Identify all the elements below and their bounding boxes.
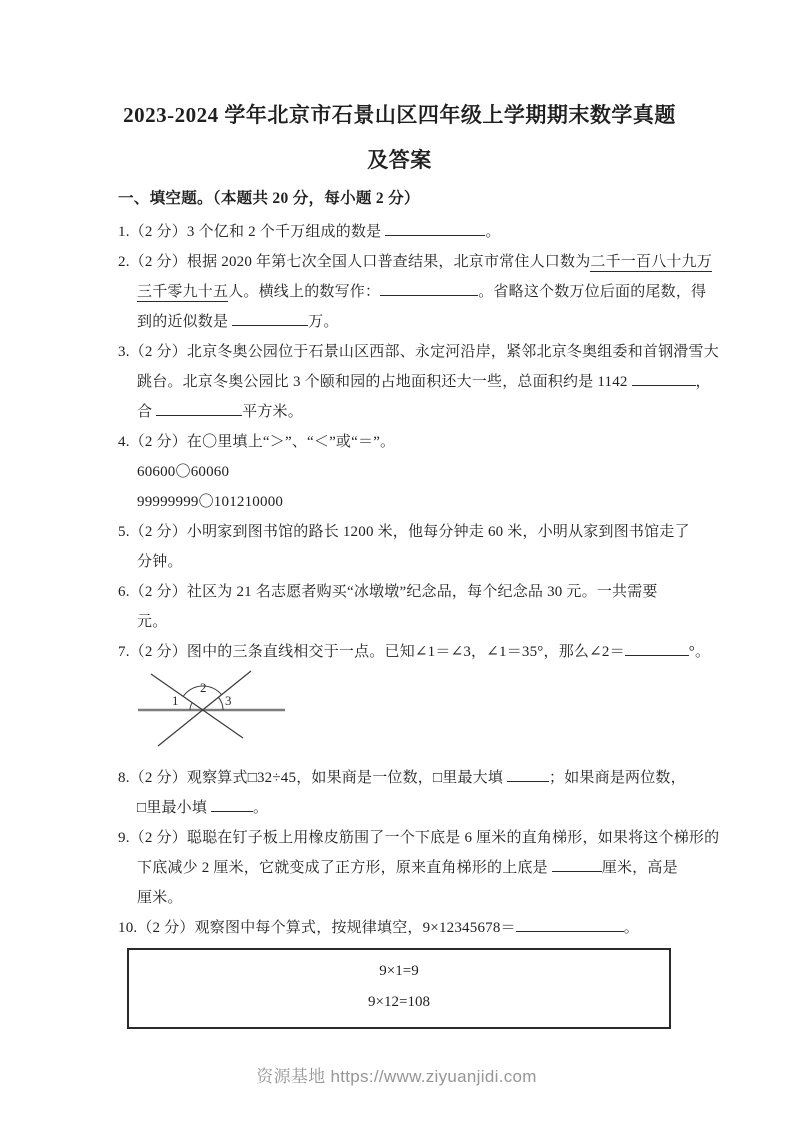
text-run: 99999999〇101210000 — [137, 494, 284, 510]
document-title-line1: 2023-2024 学年北京市石景山区四年级上学期期末数学真题 — [123, 103, 676, 127]
question-5-line — [118, 517, 690, 547]
angle-arc-3 — [218, 697, 223, 710]
text-run: 。 — [485, 224, 501, 240]
text-run: 。 — [623, 920, 639, 936]
text-run: 6.（2 分）社区为 21 名志愿者购买“冰墩墩”纪念品，每个纪念品 30 元。一共需要 — [118, 584, 658, 600]
question-8-line — [118, 763, 686, 793]
text-run: 人。横线上的数写作： — [228, 284, 381, 300]
answer-blank — [232, 311, 308, 326]
text-run: ， — [695, 374, 711, 390]
angles-figure — [130, 667, 681, 761]
text-run: 分钟。 — [137, 554, 183, 570]
question-9 — [118, 823, 720, 913]
question-1-line — [118, 217, 681, 247]
pattern-box-row-2: 9×12=108 — [368, 994, 430, 1010]
question-6-line — [118, 577, 681, 607]
text-run: 跳台。北京冬奥公园比 3 个颐和园的占地面积还大一些，总面积约是 1142 — [137, 374, 632, 390]
answer-blank — [211, 797, 253, 812]
angle-label-1: 1 — [172, 693, 179, 708]
answer-blank — [516, 917, 624, 932]
text-run: 2.（2 分）根据 2020 年第七次全国人口普查结果，北京市常住人口数为 — [118, 254, 591, 270]
question-1 — [118, 217, 681, 247]
text-run: 60600〇60060 — [137, 464, 230, 480]
question-9-line — [118, 823, 720, 853]
text-run: 元。 — [137, 614, 168, 630]
answer-blank — [385, 221, 485, 236]
text-run: °。 — [688, 644, 711, 660]
answer-blank — [632, 371, 696, 386]
footer — [0, 1062, 793, 1087]
pattern-box-row-1: 9×1=9 — [379, 963, 419, 979]
angle-label-3: 3 — [225, 693, 232, 708]
text-run: 。 — [253, 800, 269, 816]
text-run: 10.（2 分）观察图中每个算式，按规律填空，9×12345678＝ — [118, 920, 516, 936]
question-2-line — [118, 277, 707, 307]
question-8 — [118, 763, 686, 823]
document-title-line2: 及答案 — [367, 148, 432, 172]
question-4 — [118, 427, 681, 517]
text-run: 1.（2 分）3 个亿和 2 个千万组成的数是 — [118, 224, 386, 240]
text-run: □里最小填 — [137, 800, 212, 816]
question-2-line — [118, 247, 713, 277]
question-3-line — [118, 397, 681, 427]
question-6-line — [118, 607, 681, 637]
question-10 — [118, 913, 681, 943]
answer-blank — [507, 767, 549, 782]
question-5 — [118, 517, 690, 577]
footer-site-link[interactable]: 资源基地 https://www.ziyuanjidi.com — [256, 1067, 537, 1086]
answer-blank — [156, 401, 242, 416]
question-3 — [118, 337, 719, 427]
pattern-box — [127, 948, 671, 1029]
question-2 — [118, 247, 713, 337]
question-7-line — [118, 637, 711, 667]
text-run: 8.（2 分）观察算式□32÷45，如果商是一位数，□里最大填 — [118, 770, 508, 786]
text-run: 5.（2 分）小明家到图书馆的路长 1200 米，他每分钟走 60 米，小明从家到图书馆走了 — [118, 524, 690, 540]
question-4-line — [118, 487, 681, 517]
questions-block-b — [118, 763, 720, 943]
text-run: 万。 — [308, 314, 339, 330]
question-2-line — [118, 307, 681, 337]
text-run: 合 — [137, 404, 157, 420]
text-run: 到的近似数是 — [137, 314, 233, 330]
question-4-line — [118, 457, 681, 487]
answer-blank — [625, 641, 689, 656]
text-run: 。省略这个数万位后面的尾数，得 — [478, 284, 707, 300]
angle-label-2: 2 — [200, 680, 207, 695]
underlined-text: 二千一百八十九万 — [590, 254, 713, 270]
text-run: 厘米，高是 — [601, 860, 678, 876]
question-6 — [118, 577, 681, 637]
text-run: 下底减少 2 厘米，它就变成了正方形，原来直角梯形的上底是 — [137, 860, 552, 876]
text-run: 9.（2 分）聪聪在钉子板上用橡皮筋围了一个下底是 6 厘米的直角梯形，如果将这个梯形的 — [118, 830, 720, 846]
question-3-line — [118, 367, 711, 397]
text-run: 4.（2 分）在〇里填上“＞”、“＜”或“＝”。 — [118, 434, 396, 450]
question-10-line — [118, 913, 681, 943]
three-lines-diagram — [130, 667, 330, 759]
question-8-line — [118, 793, 681, 823]
document-title — [118, 93, 681, 183]
question-9-line — [118, 853, 681, 883]
text-run: ；如果商是两位数， — [549, 770, 686, 786]
underlined-text: 三千零九十五 — [137, 284, 229, 300]
question-5-line — [118, 547, 681, 577]
answer-blank — [552, 857, 602, 872]
questions-block-a — [118, 217, 719, 667]
answer-blank — [380, 281, 478, 296]
text-run: 厘米。 — [137, 890, 183, 906]
question-9-line — [118, 883, 681, 913]
text-run: 平方米。 — [242, 404, 303, 420]
question-7 — [118, 637, 711, 667]
question-3-line — [118, 337, 719, 367]
text-run: 7.（2 分）图中的三条直线相交于一点。已知∠1＝∠3，∠1＝35°，那么∠2＝ — [118, 644, 625, 660]
text-run: 3.（2 分）北京冬奥公园位于石景山区西部、永定河沿岸，紧邻北京冬奥组委和首钢滑雪大 — [118, 344, 719, 360]
question-4-line — [118, 427, 681, 457]
section-heading: 一、填空题。（本题共 20 分，每小题 2 分） — [118, 190, 420, 207]
